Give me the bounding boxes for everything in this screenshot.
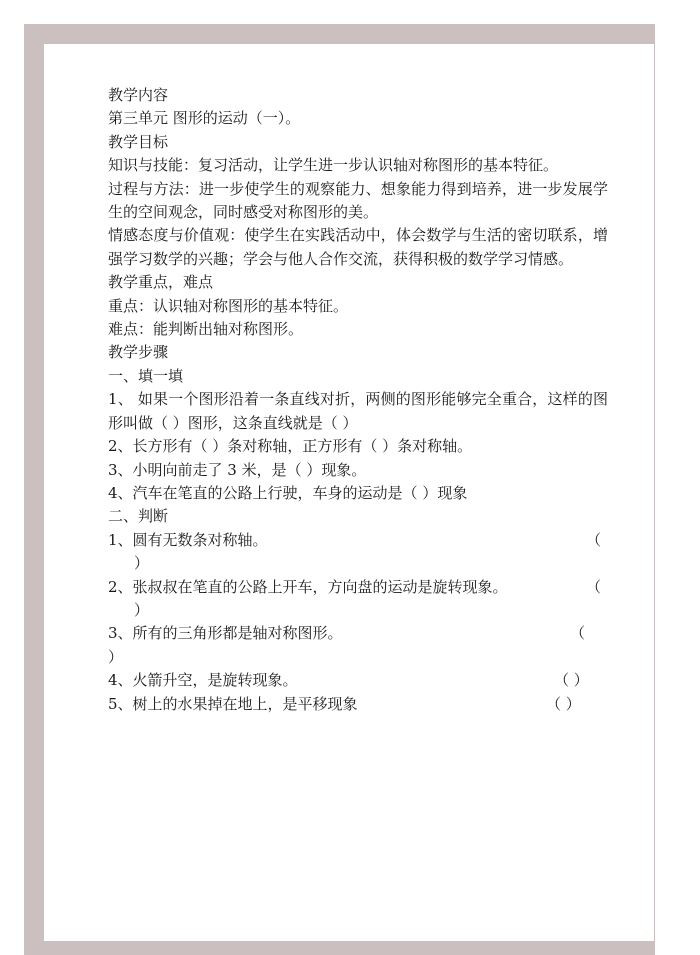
judge-item — [108, 669, 608, 692]
judge-answer-bracket: （ ） — [546, 694, 581, 713]
judge-item-text: 3、所有的三角形都是轴对称图形。 — [108, 624, 343, 643]
judge-close-bracket: ） — [108, 647, 124, 666]
goal-knowledge: 知识与技能：复习活动，让学生进一步认识轴对称图形的基本特征。 — [108, 156, 559, 175]
judge-open-bracket: （ — [570, 624, 586, 643]
judge-item — [108, 693, 608, 716]
judge-open-bracket: （ — [586, 530, 602, 549]
fill-item: 4、汽车在笔直的公路上行驶，车身的运动是（ ）现象 — [108, 483, 468, 502]
document-page — [44, 44, 654, 941]
unit-title: 第三单元 图形的运动（一）。 — [108, 109, 301, 128]
judge-close-bracket: ） — [134, 600, 150, 619]
steps-title: 教学步骤 — [108, 343, 169, 362]
goal-process: 过程与方法：进一步使学生的观察能力、想象能力得到培养，进一步发展学生的空间观念，同时感受对称图形的美。 — [108, 179, 608, 222]
header-teaching-content: 教学内容 — [108, 86, 169, 104]
judge-section-title: 二、判断 — [108, 507, 169, 526]
fill-item: 3、小明向前走了 3 米，是（ ）现象。 — [108, 460, 367, 479]
key-point: 重点：认识轴对称图形的基本特征。 — [108, 296, 349, 315]
goals-title: 教学目标 — [108, 132, 169, 151]
goal-attitude: 情感态度与价值观：使学生在实践活动中，体会数学与生活的密切联系，增强学习数学的兴趣；学会与他人合作交流，获得积极的数学学习情感。 — [108, 226, 608, 268]
judge-item-text: 5、树上的水果掉在地上，是平移现象 — [108, 694, 358, 713]
fill-section-title: 一、填一填 — [108, 366, 184, 385]
document-body — [108, 84, 608, 716]
key-difficult-title: 教学重点，难点 — [108, 273, 214, 292]
difficult-point: 难点：能判断出轴对称图形。 — [108, 320, 304, 339]
judge-open-bracket: （ — [586, 577, 602, 596]
judge-close-bracket: ） — [134, 554, 150, 573]
judge-item-text: 2、张叔叔在笔直的公路上开车，方向盘的运动是旋转现象。 — [108, 577, 508, 596]
judge-item — [108, 576, 608, 623]
fill-item: 2、长方形有（ ）条对称轴，正方形有（ ）条对称轴。 — [108, 437, 473, 456]
judge-item — [108, 622, 608, 669]
judge-item-text: 4、火箭升空，是旋转现象。 — [108, 671, 298, 690]
judge-answer-bracket: （ ） — [554, 671, 589, 690]
fill-item: 1、 如果一个图形沿着一条直线对折，两侧的图形能够完全重合，这样的图形叫做（ ）图形，这条直线就是（ ） — [108, 390, 608, 432]
judge-item-text: 1、圆有无数条对称轴。 — [108, 530, 268, 549]
judge-item — [108, 529, 608, 576]
